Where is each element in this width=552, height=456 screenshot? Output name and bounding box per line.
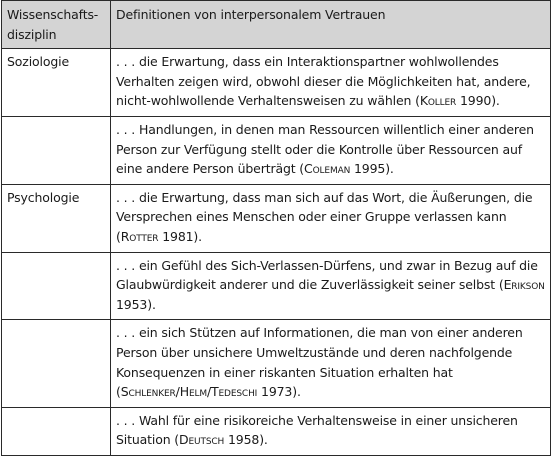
definition-text: . . . ein Gefühl des Sich-Verlassen-Dürfens, und zwar in Bezug auf die Glaubwürdigkeit anderer und die Zuverlässigkeit seiner selbst (: [116, 257, 538, 293]
discipline-cell: Soziologie: [2, 49, 111, 117]
table-row: [2, 184, 551, 252]
discipline-cell: [2, 252, 111, 320]
table-header: [2, 1, 551, 49]
definition-year: 1981).: [158, 228, 202, 244]
definition-year: 1973).: [257, 384, 301, 400]
discipline-cell: [2, 320, 111, 407]
definition-year: 1995).: [350, 161, 394, 177]
definition-text: . . . die Erwartung, dass man sich auf das Wort, die Äußerungen, die Versprechen eines Menschen oder einer Gruppe verlassen kann (: [116, 189, 533, 244]
header-row: [2, 1, 551, 49]
table-row: [2, 407, 551, 455]
definition-cell: [111, 116, 551, 184]
definition-source: Rotter: [120, 228, 159, 244]
definition-source: Deutsch: [179, 432, 225, 448]
table-body: [2, 49, 551, 456]
definition-text: . . . Handlungen, in denen man Ressourcen willentlich einer anderen Person zur Verfügung stellt oder die Kontrolle über Ressourcen auf eine andere Person überträgt (: [116, 121, 534, 177]
discipline-cell: Psychologie: [2, 184, 111, 252]
table-row: [2, 252, 551, 320]
definition-cell: [111, 320, 551, 407]
table-row: [2, 49, 551, 117]
definition-cell: [111, 49, 551, 117]
definition-source: Coleman: [304, 161, 351, 177]
discipline-cell: [2, 407, 111, 455]
definitions-table: [1, 0, 551, 456]
header-discipline: Wissenschafts-disziplin: [2, 1, 111, 49]
definition-year: 1953).: [116, 296, 156, 312]
definition-source: Erikson: [503, 277, 545, 293]
definition-year: 1990).: [456, 93, 500, 109]
definition-year: 1958).: [224, 432, 268, 448]
table-row: [2, 320, 551, 407]
definition-cell: [111, 252, 551, 320]
definition-source: Koller: [419, 93, 457, 109]
table-row: [2, 116, 551, 184]
header-definitions: Definitionen von interpersonalem Vertrauen: [111, 1, 551, 49]
definition-text: . . . die Erwartung, dass ein Interaktionspartner wohlwollendes Verhalten zeigen wird, obwohl dieser die Möglichkeiten hat, andere, nicht-wohlwollende Verhaltensweisen zu wählen (: [116, 54, 531, 109]
definition-cell: [111, 407, 551, 455]
definition-text: . . . Wahl für eine risikoreiche Verhaltensweise in einer unsicheren Situation (: [116, 412, 518, 448]
discipline-cell: [2, 116, 111, 184]
definition-text: . . . ein sich Stützen auf Informationen, die man von einer anderen Person über unsichere Umweltzustände und deren nachfolgende Konsequenzen in einer riskanten Situation erhalten hat (: [116, 325, 523, 400]
definition-source: Schlenker/Helm/Tedeschi: [120, 384, 258, 400]
definition-cell: [111, 184, 551, 252]
